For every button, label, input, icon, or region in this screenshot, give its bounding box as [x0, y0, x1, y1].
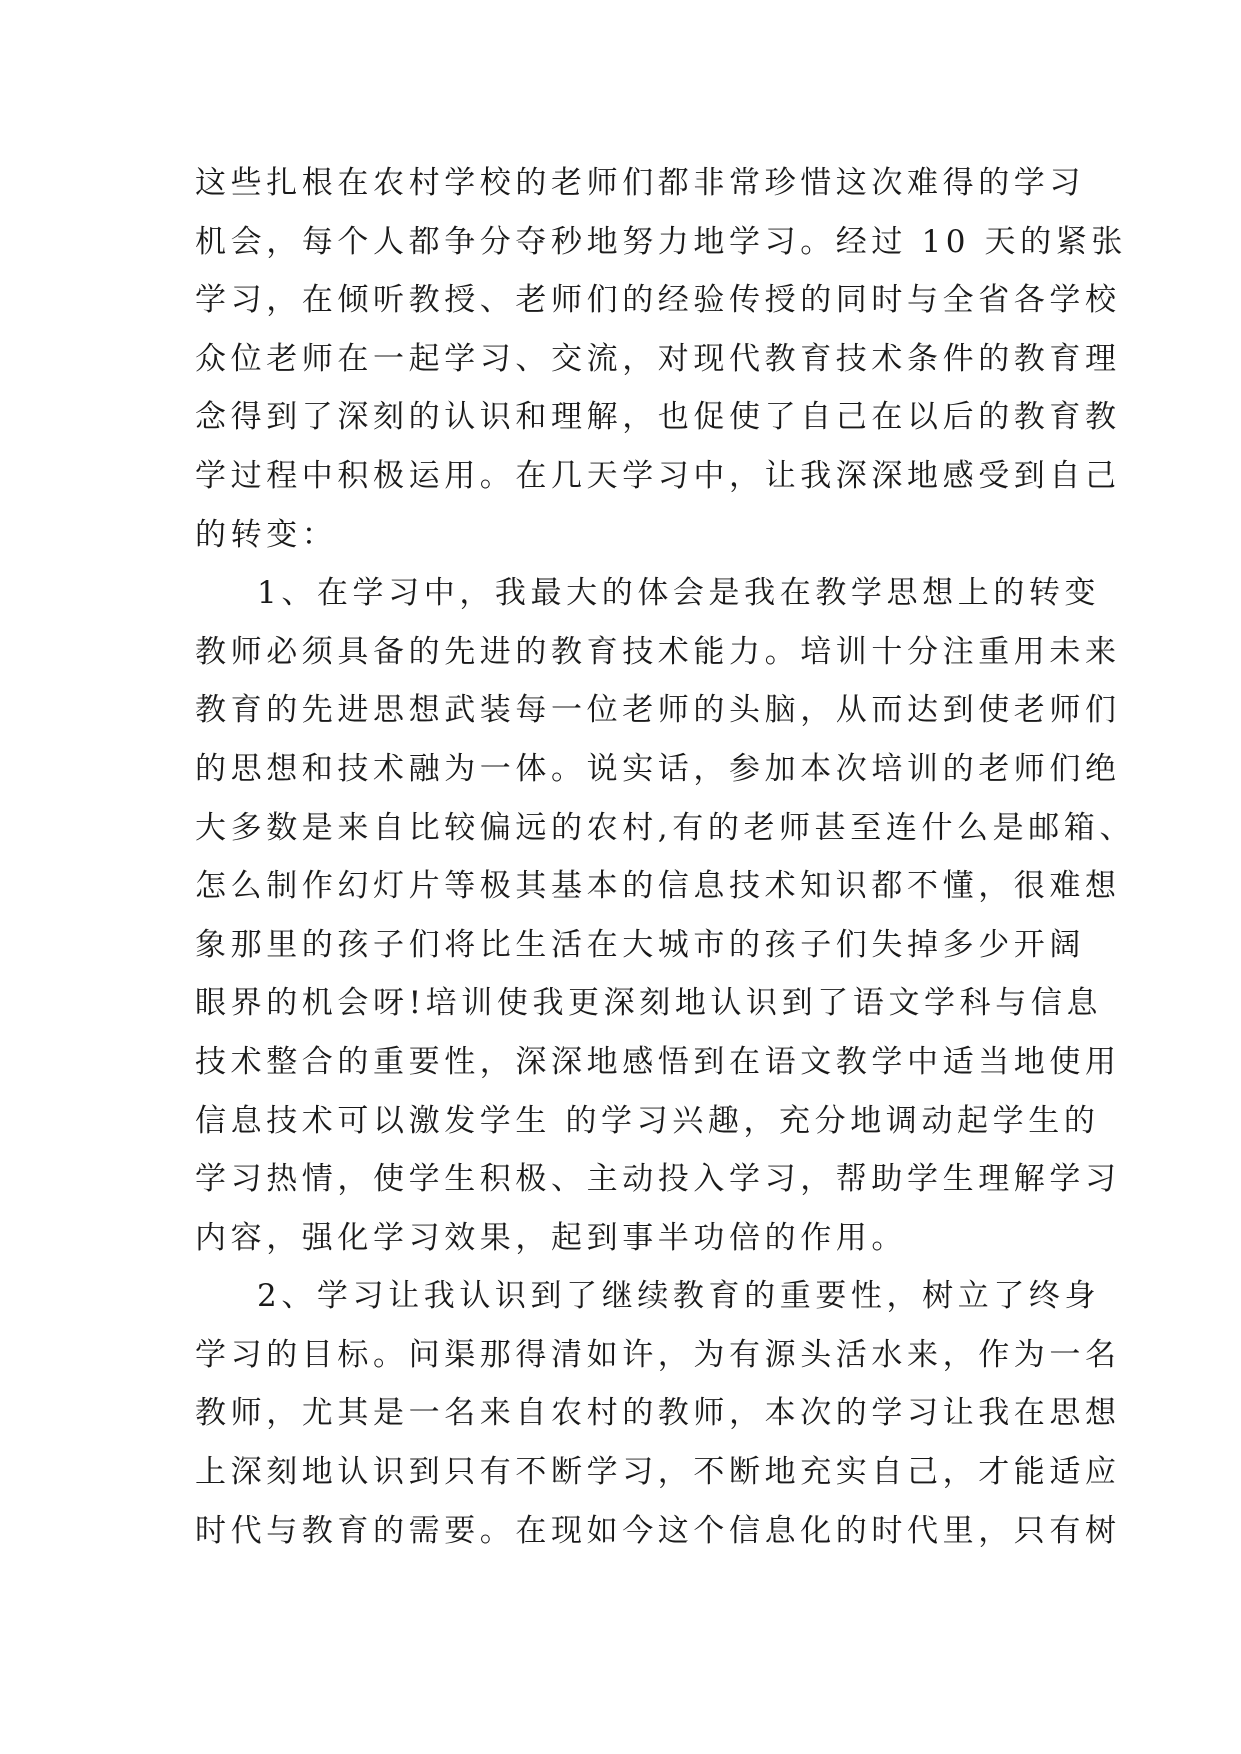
text-line: 的转变：: [195, 516, 338, 553]
text-line: 念得到了深刻的认识和理解，也促使了自己在以后的教育教: [195, 399, 1121, 436]
text-line: 上深刻地认识到只有不断学习，不断地充实自己，才能适应: [195, 1454, 1121, 1491]
text-line: 教师，尤其是一名来自农村的教师，本次的学习让我在思想: [195, 1395, 1121, 1432]
text-line: 象那里的孩子们将比生活在大城市的孩子们失掉多少开阔: [195, 926, 1085, 963]
text-line: 怎么制作幻灯片等极其基本的信息技术知识都不懂，很难想: [195, 868, 1121, 905]
text-line: 这些扎根在农村学校的老师们都非常珍惜这次难得的学习: [195, 165, 1085, 201]
text-line: 教育的先进思想武装每一位老师的头脑，从而达到使老师们: [195, 692, 1121, 729]
text-line: 大多数是来自比较偏远的农村,有的老师甚至连什么是邮箱、: [195, 809, 1136, 846]
text-line: 技术整合的重要性，深深地感悟到在语文教学中适当地使用: [195, 1043, 1121, 1080]
text-line: 学习，在倾听教授、老师们的经验传授的同时与全省各学校: [195, 282, 1121, 319]
text-line: 的思想和技术融为一体。说实话，参加本次培训的老师们绝: [195, 750, 1121, 787]
paragraph-start-line: 1、在学习中，我最大的体会是我在教学思想上的转变: [257, 575, 1101, 612]
text-line: 众位老师在一起学习、交流，对现代教育技术条件的教育理: [195, 340, 1121, 377]
body-text: [195, 154, 1136, 1560]
text-line: 时代与教育的需要。在现如今这个信息化的时代里，只有树: [195, 1512, 1121, 1549]
text-line: 学习热情，使学生积极、主动投入学习，帮助学生理解学习: [195, 1161, 1121, 1198]
paragraph-start-line: 2、学习让我认识到了继续教育的重要性，树立了终身: [257, 1278, 1101, 1315]
text-line: 教师必须具备的先进的教育技术能力。培训十分注重用未来: [195, 633, 1121, 670]
text-line: 机会，每个人都争分夺秒地努力地学习。经过 10 天的紧张: [195, 223, 1127, 260]
text-line: 学过程中积极运用。在几天学习中，让我深深地感受到自己: [195, 457, 1121, 494]
text-line: 内容，强化学习效果，起到事半功倍的作用。: [195, 1219, 907, 1256]
text-line: 学习的目标。问渠那得清如许，为有源头活水来，作为一名: [195, 1336, 1121, 1373]
text-line: 信息技术可以激发学生 的学习兴趣，充分地调动起学生的: [195, 1102, 1100, 1139]
text-line: 眼界的机会呀!培训使我更深刻地认识到了语文学科与信息: [195, 985, 1103, 1022]
